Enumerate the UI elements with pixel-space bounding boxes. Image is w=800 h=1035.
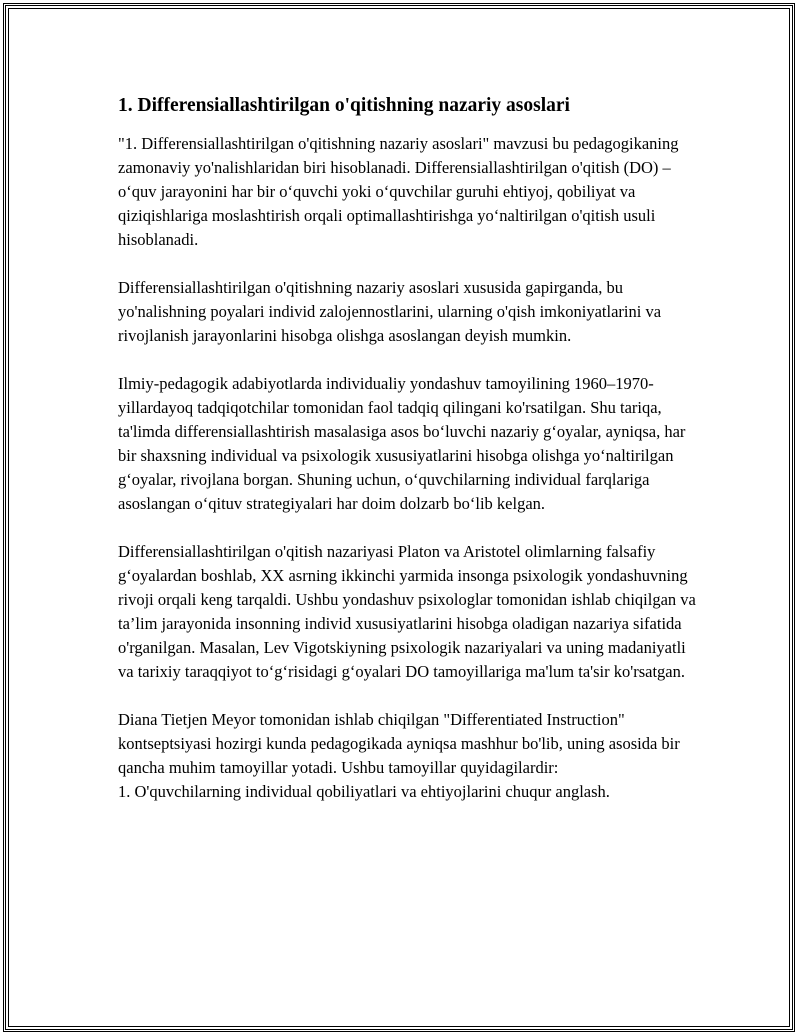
document-title: 1. Differensiallashtirilgan o'qitishning nazariy asoslari <box>118 95 570 116</box>
document-body <box>118 92 698 804</box>
paragraph-4: Differensiallashtirilgan o'qitish nazariyasi Platon va Aristotel olimlarning falsafiy g‘oyalardan boshlab, XX asrning ikkinchi yarmida insonga psixologik yondashuvning rivoji orqali keng tarqaldi. Ushbu yondashuv psixologlar tomonidan ishlab chiqilgan va ta’lim jarayonida insonning individ xususiyatlarini hisobga oladigan nazariya sifatida o'rganilgan. Masalan, Lev Vigotskiyning psixologik nazariyalari va uning madaniyatli va tarixiy taraqqiyot to‘g‘risidagi g‘oyalari DO tamoyillariga ma'lum ta'sir ko'rsatgan. <box>118 542 696 681</box>
paragraph-2: Differensiallashtirilgan o'qitishning nazariy asoslari xususida gapirganda, bu yo'nalishning poyalari individ zalojennostlarini, ularning o'qish imkoniyatlarini va rivojlanish jarayonlarini hisobga olishga asoslangan deyish mumkin. <box>118 278 662 345</box>
paragraph-5: Diana Tietjen Meyor tomonidan ishlab chiqilgan "Differentiated Instruction" kontseptsiyasi hozirgi kunda pedagogikada ayniqsa mashhur bo'lib, uning asosida bir qancha muhim tamoyillar yotadi. Ushbu tamoyillar quyidagilardir: <box>118 710 680 777</box>
list-item-1: 1. O'quvchilarning individual qobiliyatlari va ehtiyojlarini chuqur anglash. <box>118 782 610 801</box>
paragraph-1: "1. Differensiallashtirilgan o'qitishning nazariy asoslari" mavzusi bu pedagogikaning zamonaviy yo'nalishlaridan biri hisoblanadi. Differensiallashtirilgan o'qitish (DO) – o‘quv jarayonini har bir o‘quvchi yoki o‘quvchilar guruhi ehtiyoj, qobiliyat va qiziqishlariga moslashtirish orqali optimallashtirishga yo‘naltirilgan o'qitish usuli hisoblanadi. <box>118 134 679 249</box>
paragraph-3: Ilmiy-pedagogik adabiyotlarda individualiy yondashuv tamoyilining 1960–1970-yillardayoq tadqiqotchilar tomonidan faol tadqiq qilingani ko'rsatilgan. Shu tariqa, ta'limda differensiallashtirish masalasiga asos bo‘luvchi nazariy g‘oyalar, ayniqsa, har bir shaxsning individual va psixologik xususiyatlarini hisobga olishga yo‘naltirilgan g‘oyalar, rivojlana borgan. Shuning uchun, o‘quvchilarning individual farqlariga asoslangan o‘qituv strategiyalari har doim dolzarb bo‘lib kelgan. <box>118 374 686 513</box>
